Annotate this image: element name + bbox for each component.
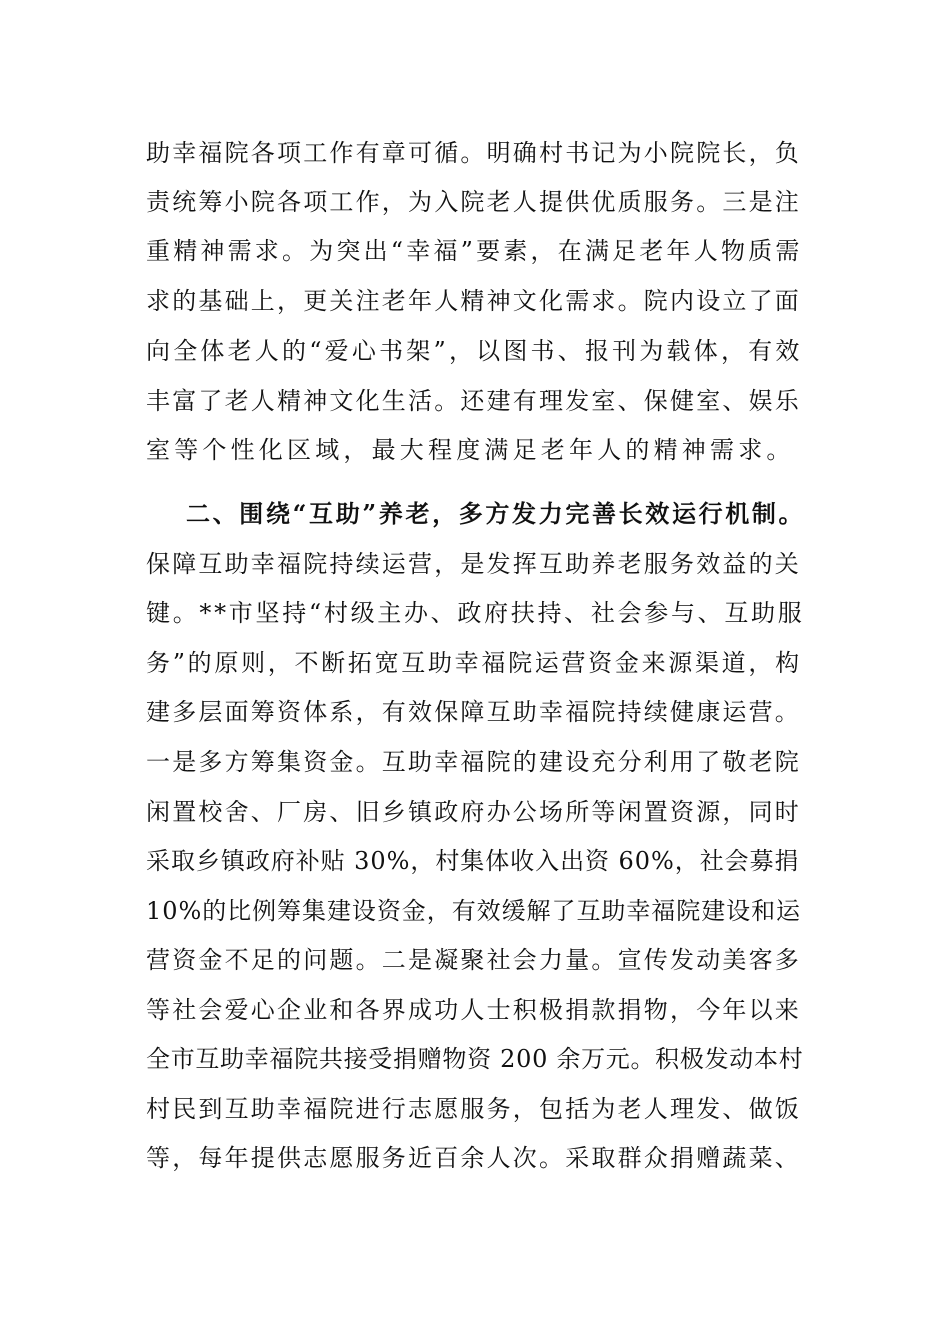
text-line: 求的基础上，更关注老年人精神文化需求。院内设立了面 — [146, 287, 801, 315]
text-line: 保障互助幸福院持续运营，是发挥互助养老服务效益的关 — [146, 550, 801, 578]
text-line: 建多层面筹资体系，有效保障互助幸福院持续健康运营。 — [146, 698, 801, 726]
text-line: 等社会爱心企业和各界成功人士积极捐款捐物，今年以来 — [146, 996, 801, 1024]
text-line: 全市互助幸福院共接受捐赠物资 200 余万元。积极发动本村 — [146, 1045, 804, 1073]
text-line: 一是多方筹集资金。互助幸福院的建设充分利用了敬老院 — [146, 748, 801, 776]
text-line: 等，每年提供志愿服务近百余人次。采取群众捐赠蔬菜、 — [146, 1144, 801, 1172]
text-line: 闲置校舍、厂房、旧乡镇政府办公场所等闲置资源，同时 — [146, 798, 801, 826]
section-heading: 二、围绕“互助”养老，多方发力完善长效运行机制。 — [186, 499, 806, 528]
text-line: 村民到互助幸福院进行志愿服务，包括为老人理发、做饭 — [146, 1095, 801, 1123]
text-line: 营资金不足的问题。二是凝聚社会力量。宣传发动美客多 — [146, 946, 801, 974]
text-line: 务”的原则，不断拓宽互助幸福院运营资金来源渠道，构 — [146, 649, 802, 677]
text-line: 责统筹小院各项工作，为入院老人提供优质服务。三是注 — [146, 188, 801, 216]
text-line: 采取乡镇政府补贴 30%，村集体收入出资 60%，社会募捐 — [146, 847, 800, 875]
text-line: 室等个性化区域，最大程度满足老年人的精神需求。 — [146, 436, 795, 464]
text-line: 向全体老人的“爱心书架”，以图书、报刊为载体，有效 — [146, 337, 803, 365]
text-line: 键。**市坚持“村级主办、政府扶持、社会参与、互助服 — [146, 599, 805, 627]
text-line: 助幸福院各项工作有章可循。明确村书记为小院院长，负 — [146, 139, 801, 167]
text-line: 丰富了老人精神文化生活。还建有理发室、保健室、娱乐 — [146, 387, 801, 415]
text-line: 10%的比例筹集建设资金，有效缓解了互助幸福院建设和运 — [146, 897, 801, 925]
text-line: 重精神需求。为突出“幸福”要素，在满足老年人物质需 — [146, 237, 803, 265]
